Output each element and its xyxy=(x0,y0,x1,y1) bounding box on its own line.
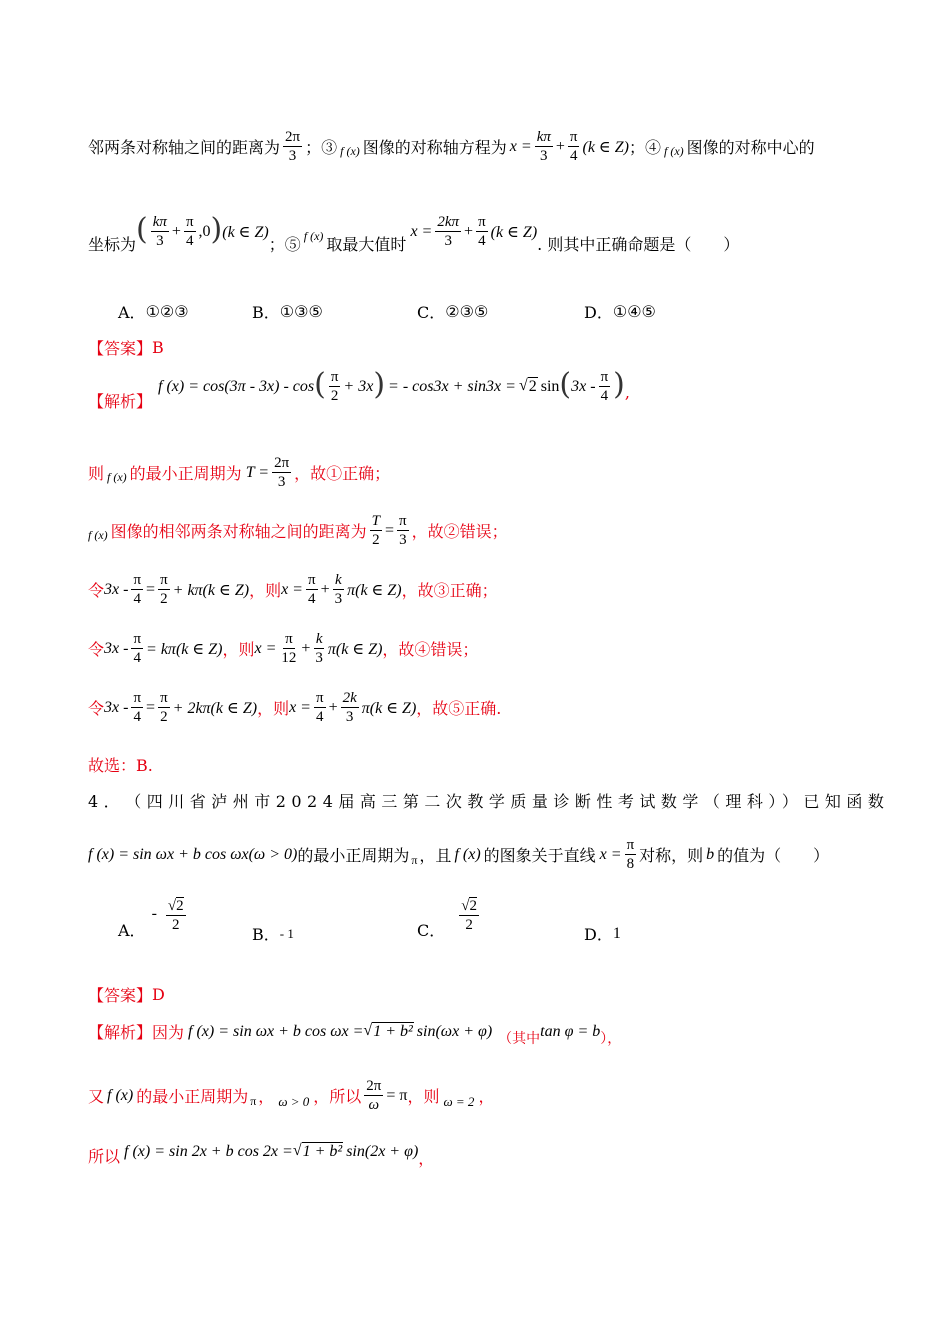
solution-line-distance: f (x) 图像的相邻两条对称轴之间的距离为 $\frac{T}{2}$ = $\frac{\pi}{3}$ ，故②错误； xyxy=(88,513,508,548)
text: 取最大值时 xyxy=(326,235,407,254)
text: ；⑤ xyxy=(268,235,301,254)
paragraph-line-2: 坐标为 ( $\frac{k\pi}{3}$ + $\frac{\pi}{4}$ ,0 ) (k ∈ Z) ；⑤ f (x) 取最大值时 x = $\frac{2k\pi}{3}$ + $\frac{\pi}{4}$ (k ∈ Z) . 则其中正确命题是（ ） xyxy=(88,211,740,254)
fraction: $\frac{\pi}{4}$ xyxy=(569,129,578,164)
math: x = xyxy=(410,222,433,240)
solution-line-3: 令 3x - $\frac{\pi}{4}$ = $\frac{\pi}{2}$ + kπ(k ∈ Z) ，则 x = $\frac{\pi}{4}$ + $\frac{k}{3}$ π(k ∈ Z) ，故③正确； xyxy=(88,572,498,607)
q4-option-c: C． $\frac{√2}{2}$ xyxy=(417,898,477,940)
math: ,0 xyxy=(198,222,211,240)
q4-solution-line-2: 又 f (x) 的最小正周期为 π ， ω > 0 ，所以 $\frac{2\pi}{\omega}$ = π ，则 ω = 2 ， xyxy=(88,1078,495,1113)
math: x = xyxy=(509,137,532,155)
option-a: A． ①②③ xyxy=(118,302,189,322)
q4-solution-line-1: 【解析】 因为 f (x) = sin ωx + b cos ωx = √ 1 + b² sin(ωx + φ) （其中 tan φ = b ）， xyxy=(88,1022,622,1047)
q4-option-b: B． - 1 xyxy=(252,925,294,944)
q4-solution-line-3: 所以 f (x) = sin 2x + b cos 2x = √ 1 + b² sin(2x + φ) ， xyxy=(88,1142,435,1168)
text: 坐标为 xyxy=(88,235,137,254)
answer-value: B xyxy=(152,338,164,357)
text: 邻两条对称轴之间的距离为 xyxy=(88,138,281,157)
solution-line-5: 令 3x - $\frac{\pi}{4}$ = $\frac{\pi}{2}$ + 2kπ(k ∈ Z) ，则 x = $\frac{\pi}{4}$ + $\frac{2k}{3}$ π(k ∈ Z) ，故⑤正确. xyxy=(88,690,502,725)
question-number: 4． xyxy=(88,792,126,811)
math: (k ∈ Z) xyxy=(222,223,269,241)
sqrt: √ 1 + b² xyxy=(363,1022,413,1040)
question-source: （四川省泸州市2024届高三第二次教学质量诊断性考试数学（理科））已知函数 xyxy=(125,792,890,811)
paren: ) xyxy=(210,211,223,247)
answer-line xyxy=(88,336,164,359)
solution-tag: 【解析】 xyxy=(88,392,153,411)
q4-option-d: D． 1 xyxy=(584,924,621,944)
solution-line-period: 则 f (x) 的最小正周期为 T = $\frac{2\pi}{3}$ ，故①正确； xyxy=(88,455,391,490)
math-fx: f (x) xyxy=(303,229,324,243)
choose-line: 故选：B. xyxy=(88,756,153,775)
math-fx: f (x) xyxy=(88,528,108,542)
fraction: $\frac{2k\pi}{3}$ xyxy=(437,214,460,249)
text: 图像的对称中心的 xyxy=(686,138,815,157)
question-4-header xyxy=(88,789,889,812)
solution-line-4: 令 3x - $\frac{\pi}{4}$ = kπ(k ∈ Z) ，则 x = $\frac{\pi}{12}$ + $\frac{k}{3}$ π(k ∈ Z) ，故④错误； xyxy=(88,631,479,666)
math: (k ∈ Z) xyxy=(490,223,538,241)
math: (k ∈ Z) xyxy=(582,138,629,156)
paren: ( xyxy=(136,211,148,247)
fraction: $\frac{k\pi}{3}$ xyxy=(152,214,167,249)
paragraph-line-1 xyxy=(88,128,815,165)
fraction: $\frac{\pi}{2}$ xyxy=(330,369,339,404)
option-c: C． ②③⑤ xyxy=(417,302,489,322)
question-4-body: f (x) = sin ωx + b cos ωx(ω > 0) 的最小正周期为 π ，且 f (x) 的图象关于直线 x = $\frac{\pi}{8}$ 对称，则 b 的值为（ ） xyxy=(88,837,830,872)
text: 图像的对称轴方程为 xyxy=(362,138,507,157)
math: = - cos3x + sin3x = xyxy=(388,377,516,395)
fraction: $\frac{k\pi}{3}$ xyxy=(536,129,551,164)
fraction: $\frac{\pi}{4}$ xyxy=(600,369,609,404)
math-fx: f (x) xyxy=(340,144,360,158)
q4-option-a: A． - $\frac{√2}{2}$ xyxy=(118,898,184,940)
q4-answer-line: 【答案】 D xyxy=(88,985,165,1005)
math: f (x) = cos(3π - 3x) - cos xyxy=(158,377,315,395)
text: ；④ xyxy=(628,138,661,157)
option-d: D． ①④⑤ xyxy=(584,302,656,322)
text: . 则其中正确命题是（ ） xyxy=(537,235,740,254)
math-fx: f (x) xyxy=(107,470,127,484)
option-b: B． ①③⑤ xyxy=(252,302,323,322)
text: ；③ xyxy=(305,138,338,157)
sqrt: √ 1 + b² xyxy=(292,1142,343,1160)
answer-tag: 【答案】 xyxy=(88,339,153,358)
fraction: $\frac{2\pi}{3}$ xyxy=(285,129,301,164)
solution-line-1: 【解析】 f (x) = cos(3π - 3x) - cos ( $\frac{\pi}{2}$ + 3x ) = - cos3x + sin3x = √ 2 sin ( 3x - $\frac{\pi}{4}$ ) , xyxy=(88,366,630,411)
math: + xyxy=(555,137,565,155)
sqrt: √ 2 xyxy=(518,377,537,395)
math-fx: f (x) xyxy=(664,144,684,158)
fraction: $\frac{\pi}{4}$ xyxy=(185,214,194,249)
fraction: $\frac{\pi}{4}$ xyxy=(478,214,486,249)
